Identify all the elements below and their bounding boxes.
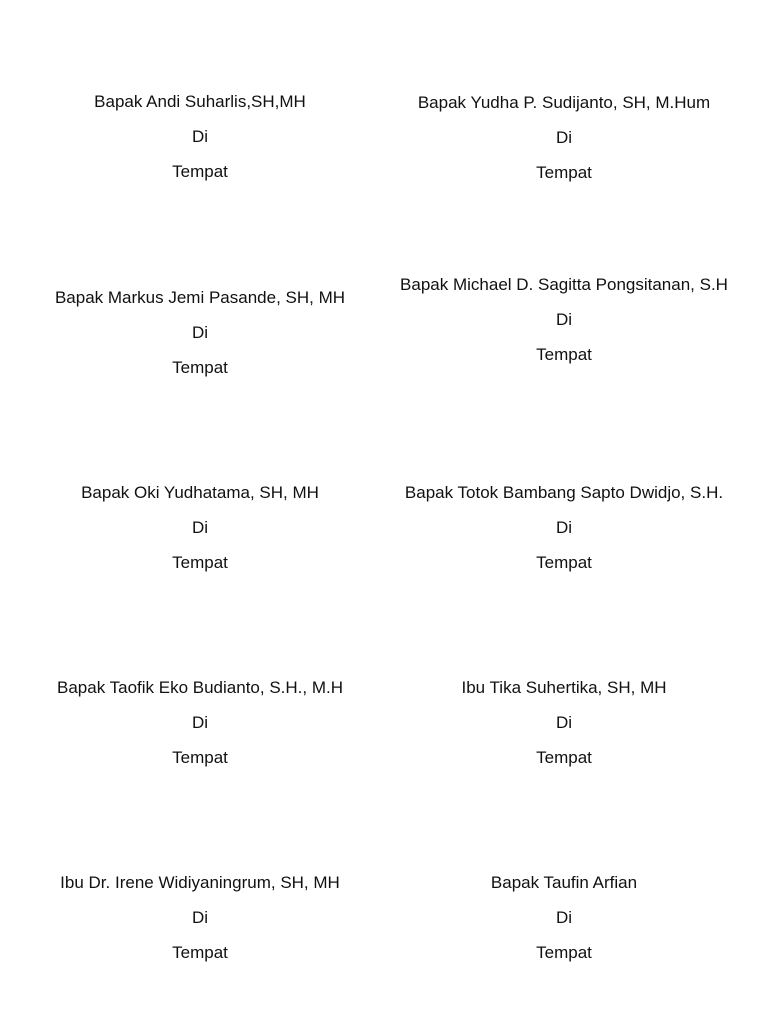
address-preposition: Di (555, 518, 573, 537)
address-place: Tempat (172, 162, 228, 181)
address-preposition: Di (555, 128, 573, 147)
address-place: Tempat (172, 748, 228, 767)
address-preposition: Di (191, 127, 209, 146)
address-preposition: Di (555, 310, 573, 329)
recipient-name: Bapak Oki Yudhatama, SH, MH (81, 483, 319, 502)
address-label (20, 480, 380, 585)
address-label (20, 675, 380, 780)
recipient-name: Bapak Totok Bambang Sapto Dwidjo, S.H. (404, 483, 724, 502)
address-label (384, 272, 744, 377)
address-place: Tempat (536, 163, 592, 182)
address-place: Tempat (172, 943, 228, 962)
address-place: Tempat (536, 943, 592, 962)
address-place: Tempat (536, 553, 592, 572)
address-label (384, 90, 744, 195)
recipient-name: Bapak Andi Suharlis,SH,MH (94, 92, 306, 111)
address-label (20, 870, 380, 975)
recipient-name: Ibu Tika Suhertika, SH, MH (461, 678, 667, 697)
address-label (20, 285, 380, 390)
recipient-name: Bapak Taufin Arfian (490, 873, 638, 892)
address-label (384, 870, 744, 975)
recipient-name: Ibu Dr. Irene Widiyaningrum, SH, MH (60, 873, 340, 892)
address-preposition: Di (555, 908, 573, 927)
address-place: Tempat (536, 748, 592, 767)
address-preposition: Di (555, 713, 573, 732)
recipient-name: Bapak Michael D. Sagitta Pongsitanan, S.H (400, 275, 728, 294)
address-preposition: Di (191, 908, 209, 927)
address-place: Tempat (536, 345, 592, 364)
address-preposition: Di (191, 713, 209, 732)
recipient-name: Bapak Taofik Eko Budianto, S.H., M.H (57, 678, 343, 697)
address-label (384, 480, 744, 585)
address-preposition: Di (191, 518, 209, 537)
address-preposition: Di (191, 323, 209, 342)
address-label (384, 675, 744, 780)
address-place: Tempat (172, 553, 228, 572)
address-label (20, 89, 380, 194)
recipient-name: Bapak Markus Jemi Pasande, SH, MH (54, 288, 346, 307)
address-place: Tempat (172, 358, 228, 377)
recipient-name: Bapak Yudha P. Sudijanto, SH, M.Hum (417, 93, 711, 112)
